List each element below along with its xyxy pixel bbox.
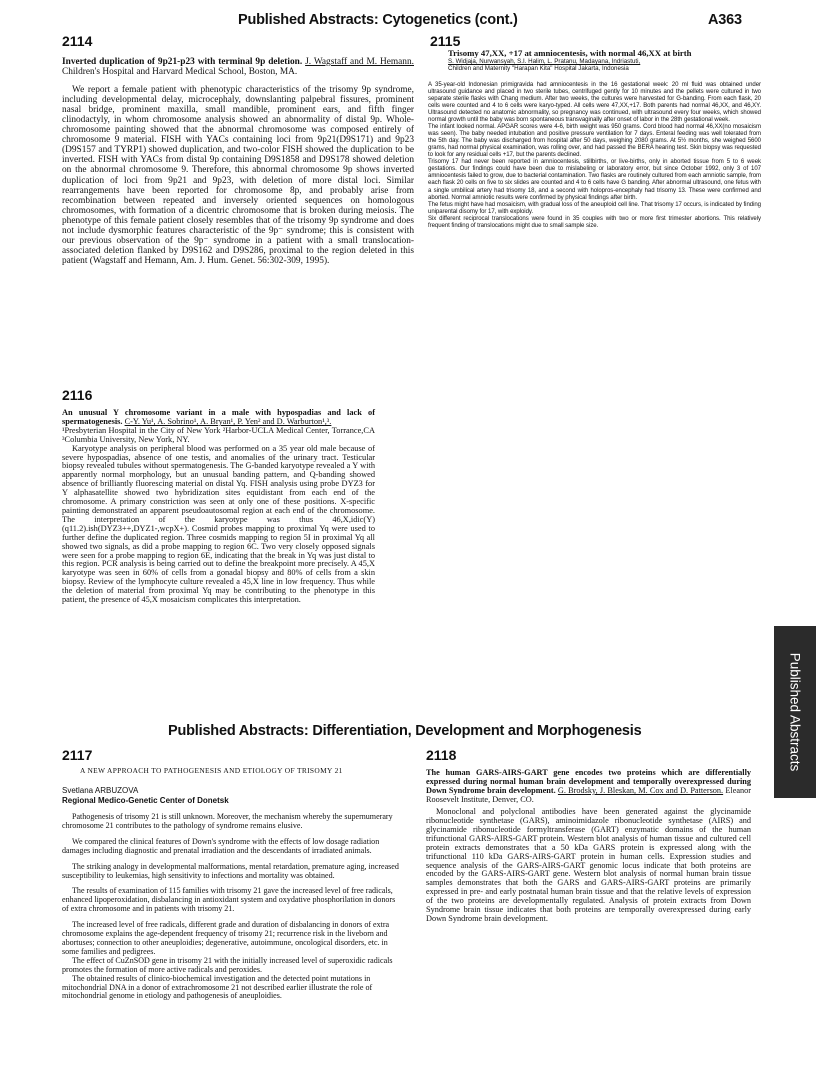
abstract-affiliation: Regional Medico-Genetic Center of Donetsk [62, 795, 229, 805]
abstract-paragraph: The results of examination of 115 families with trisomy 21 gave the increased level of free radicals, enhanced lipoperoxidation, disbalancing in antioxidant system and oxydative phosphorilation in donors of extra chromosome and in patients with trisomy 21. [62, 886, 396, 914]
abstract-2117 [62, 747, 402, 1001]
abstract-heading [62, 57, 414, 77]
abstract-title: Trisomy 47,XX, +17 at amniocentesis, with normal 46,XX at birth [448, 48, 692, 58]
abstract-paragraph: A 35-year-old Indonesian primigravida had amniocentesis in the 16 gestational week: 20 ml fluid was obtained under ultrasound guidance and placed in two sterile tubes, centrifuged gently for 10 minutes and the pellets were cultured in two separate sterile flasks with Chang medium. After two weeks, the cultures were harvested for G-banding. From each flask, 20 cells were counted and 4 to 6 cells were karyo-typed. All cells were 47,XX,+17. Both parents had normal 46,XX, and 46,XY. Ultrasound detected no anatomic abnormality, so pregnancy was continued, with ultrasound every four weeks, which showed normal growth until the baby was born spontaneous transvaginally after onset of labor in the 28th gestational week. [428, 81, 761, 124]
abstract-2116 [62, 387, 375, 605]
abstract-number: 2117 [62, 747, 93, 763]
abstract-heading [426, 769, 751, 805]
abstract-paragraph: The obtained results of clinico-biochemical investigation and the detected point mutations in mitochondrial DNA in a donor of extrachromosome 21 not described earlier illustrate the role of mitochondrial genome in etiology and pathogenesis of aneuploidies. [62, 973, 373, 1001]
abstract-paragraph: Pathogenesis of trisomy 21 is still unknown. Moreover, the mechanism whereby the supernumerary chromosome 21 contributes to the pathology of syndrome remains elusive. [62, 812, 393, 830]
page-number: A363 [708, 12, 742, 28]
abstract-paragraph: The fetus might have had mosaicism, with gradual loss of the aneuploid cell line. That trisomy 17 occurs, is indicated by finding uniparental disomy for 17, with exploidy. [428, 201, 761, 215]
abstract-paragraph: The infant looked normal. APGAR scores were 4-6, birth weight was 950 grams. Cord blood had normal 46,XX(no mosaicism was seen). The baby needed intubation and positive pressure ventilation for 7 days. Enteral feeding was well tolerated from the 5th day. The baby was discharged from hospital after 50 days, weighing 2080 grams. At 5½ months, she weighed 5600 grams, had normal physical examination, was rolling over, and had passed the BERA hearing test. Skin biopsy was requested to look for any residual cells +17, but the parents declined. [428, 124, 761, 159]
abstract-2118 [426, 747, 751, 924]
abstract-title: A NEW APPROACH TO PATHOGENESIS AND ETIOLOGY OF TRISOMY 21 [80, 766, 343, 775]
abstract-number: 2118 [426, 747, 457, 763]
side-tab-label: Published Abstracts [787, 652, 803, 772]
section-header: Published Abstracts: Cytogenetics (cont.) [238, 12, 518, 28]
abstract-paragraph: The effect of CuZnSOD gene in trisomy 21 with the initially increased level of superoxidic radicals promotes the formation of more active radicals and peroxides. [62, 955, 393, 974]
abstract-authors: G. Brodsky, J. Bleskan, M. Cox and D. Patterson. [557, 785, 724, 795]
abstract-number: 2115 [430, 33, 461, 49]
abstract-number: 2114 [62, 33, 93, 49]
abstract-authors: C-Y. Yu¹, A. Sobrino¹, A. Bryan¹, P. Yen² and D. Warburton¹,³. [124, 416, 332, 426]
abstract-authors: S. Widjaja, Nurwansyah, S.I. Halim, L. Pratanu, Madayana, Indriastuti, [448, 58, 641, 65]
abstract-paragraph: Six different reciprocal translocations were found in 35 couples with two or more first trimester abortions. This relatively frequent finding of translocations might due to small sample size. [428, 215, 761, 229]
abstract-paragraph: Trisomy 17 had never been reported in amniocentesis, stillbirths, or live-births, only in aborted tissue from 5 to 6 week gestations. Our findings could have been due to mislabeling or laboratory error, but since October 1992, only 3 of 107 amniocentesis failed to grow, due to bacterial contamination. Two flasks are routinely cultured from each amniotic sample, from each flask 20 cells on five to six slides are counted and 4 to 6 cells have G banding. After abnormal ultrasound, one fetus with a single umbilical artery had trisomy 18, and a second with holopros-encephaly had trisomy 13. These were confirmed and aborted. Normal amniotic results were confirmed by physical findings after birth. [428, 159, 761, 201]
abstract-paragraph: The increased level of free radicals, different grade and duration of disbalancing in donors of extra chromosome explains the age-dependent frequency of trisomy 21; recurrence risk in the liveborn and abortuses; connection to other aneuploidies; degenerative, autoimmune, oncological disorders, etc. in some families and pedigrees. [62, 920, 390, 956]
abstract-body: Karyotype analysis on peripheral blood was performed on a 35 year old male because of severe hypospadias, absence of one testis, and anomalies of the urinary tract. Testicular biopsy revealed tubules without spermatogenesis. The G-banded karyotype revealed a Y with apparently normal morphology, but an unusual banding pattern, and Q-banding showed absence of brilliantly fluorescing material on distal Yq. FISH analysis using probe DYZ3 for Y alphasatellite showed two hybridization sites equidistant from each end of the chromosome. A primary constriction was seen at only one of these positions. X-specific painting demonstrated an apparent pseudoautosomal region at each end of the chromosome. The interpretation of the karyotype was thus 46,X,idic(Y)(q11.2).ish(DYZ3++,DYZ1-,wcpX+). Cosmid probes mapping to proximal Yq were used to further define the duplicated region. Three cosmids mapping to region 5I in proximal Yq all showed two signals, as did a probe mapping to region 6C. Two very closely opposed signals were seen for a probe mapping to region 6E, indicating that the break in Yq was just distal to this region. PCR analysis is being carried out to define the breakpoint more precisely. A 45,X karyotype was seen in 60% of cells from a gonadal biopsy and 80% of cells from a skin biopsy. Review of the lymphocyte culture revealed a 45,X line in low frequency. Thus while the deletion of material from proximal Yq may be contributing to the phenotype in this patient, the presence of 45,X mosaicism complicates this interpretation. [62, 443, 375, 605]
abstract-2115 [428, 33, 761, 230]
abstract-affiliation: Children and Maternity "Harapan Kita" Hospital Jakarta, Indonesia [448, 65, 629, 73]
abstract-title: An unusual Y chromosome variant in a male with hypospadias and lack of spermatogenesis. [62, 408, 375, 426]
abstract-affiliation: ¹Presbyterian Hospital in the City of New York ²Harbor-UCLA Medical Center, Torrance,CA ³Columbia University, New York, NY. [62, 425, 375, 444]
abstract-heading [62, 409, 375, 427]
abstract-affiliation: Children's Hospital and Harvard Medical School, Boston, MA. [62, 67, 298, 78]
abstract-authors: J. Wagstaff and M. Hemann. [305, 57, 414, 67]
abstract-body: Monoclonal and polyclonal antibodies have been generated against the glycinamide ribonucleotide synthetase (GARS), aminoimidazole ribonucleotide synthetase (AIRS) and glycinamide ribonucleotide formyltransferase (GART) enzymatic domains of the human trifunctional GARS-AIRS-GART protein. Western blot analysis of human tissue and cultured cell protein extracts demonstrates that a 50 kDa GARS protein is expressed along with the trifunctional 110 kDa GARS-AIRS-GART protein in human cells. Expression studies and sequence analysis of the GARS-AIRS-GART genomic locus indicate that both proteins are encoded by the GARS-AIRS-GART gene. Western blot analysis of normal human brain tissue samples demonstrates that both the GARS and GARS-AIRS-GART proteins are primarily expressed in pre- and early postnatal human brain tissue and that the relative levels of expression of the two proteins are developmentally regulated. Analysis of protein extracts from Down Syndrome brain tissue indicates that both proteins are temporally overexpressed during early Down Syndrome brain development. [426, 806, 751, 924]
section-side-tab [774, 626, 816, 798]
abstract-2114 [62, 33, 414, 266]
abstract-title: Inverted duplication of 9p21-p23 with terminal 9p deletion. [62, 57, 303, 67]
abstract-number: 2116 [62, 387, 93, 403]
abstract-authors: Svetlana ARBUZOVA [62, 786, 139, 795]
abstract-title: The human GARS-AIRS-GART gene encodes two proteins which are differentially expressed during normal human brain development and temporally overexpressed during Down Syndrome brain development. [426, 768, 751, 795]
abstract-heading [448, 48, 761, 73]
abstract-paragraph: The striking analogy in developmental malformations, mental retardation, premature aging, increased susceptibility to leukemias, high sensitivity to infections and mortality was obtained. [62, 861, 399, 880]
abstract-affiliation: Eleanor Roosevelt Institute, Denver, CO. [426, 785, 752, 804]
abstract-paragraph: We compared the clinical features of Down's syndrome with the effects of low dosage radiation damages including diagnostic and prenatal irradiation and the descendants of irradiated animals. [62, 836, 380, 855]
section-header: Published Abstracts: Differentiation, Development and Morphogenesis [168, 723, 642, 739]
abstract-body: We report a female patient with phenotypic characteristics of the trisomy 9p syndrome, including developmental delay, microcephaly, downslanting palpebral fissures, prominent nasal bridge, prominent maxilla, small mandible, prominent ears, and fifth finger clinodactyly, in whom chromosome analysis showed an abnormality of distal 9p. Whole-chromosome painting showed that the abnormal chromosome was composed entirely of chromosome 9 material. FISH with YACs containing loci from 9p21(D9S171) and 9p23 (D9S157 and TYRP1) showed duplication, and two-color FISH showed the duplication to be inverted. FISH with YACs from distal 9p containing D9S1858 and D9S178 showed deletion on the abnormal chromosome 9. Therefore, this abnormal chromosome 9p shows inverted duplication of loci from 9p21 and 9p23, with deletion of more distal loci. Similar rearrangements have been reported for chromosome 8p, and probably arise from recombination between repeated and inversely oriented sequences on homologous chromosomes, with formation of a dicentric chromosome that is broken during meiosis. The phenotype of this female patient closely resembles that of the trisomy 9p syndrome and does not include dysmorphic features characteristic of the 9p⁻ syndrome; this is consistent with our previous observation of the 9p⁻ syndrome in a patient with a small translocation-associated deletion flanked by D9S162 and D9S286, proximal to the region deleted in this patient (Wagstaff and Hemann, Am. J. Hum. Genet. 56:302-309, 1995). [62, 85, 414, 266]
